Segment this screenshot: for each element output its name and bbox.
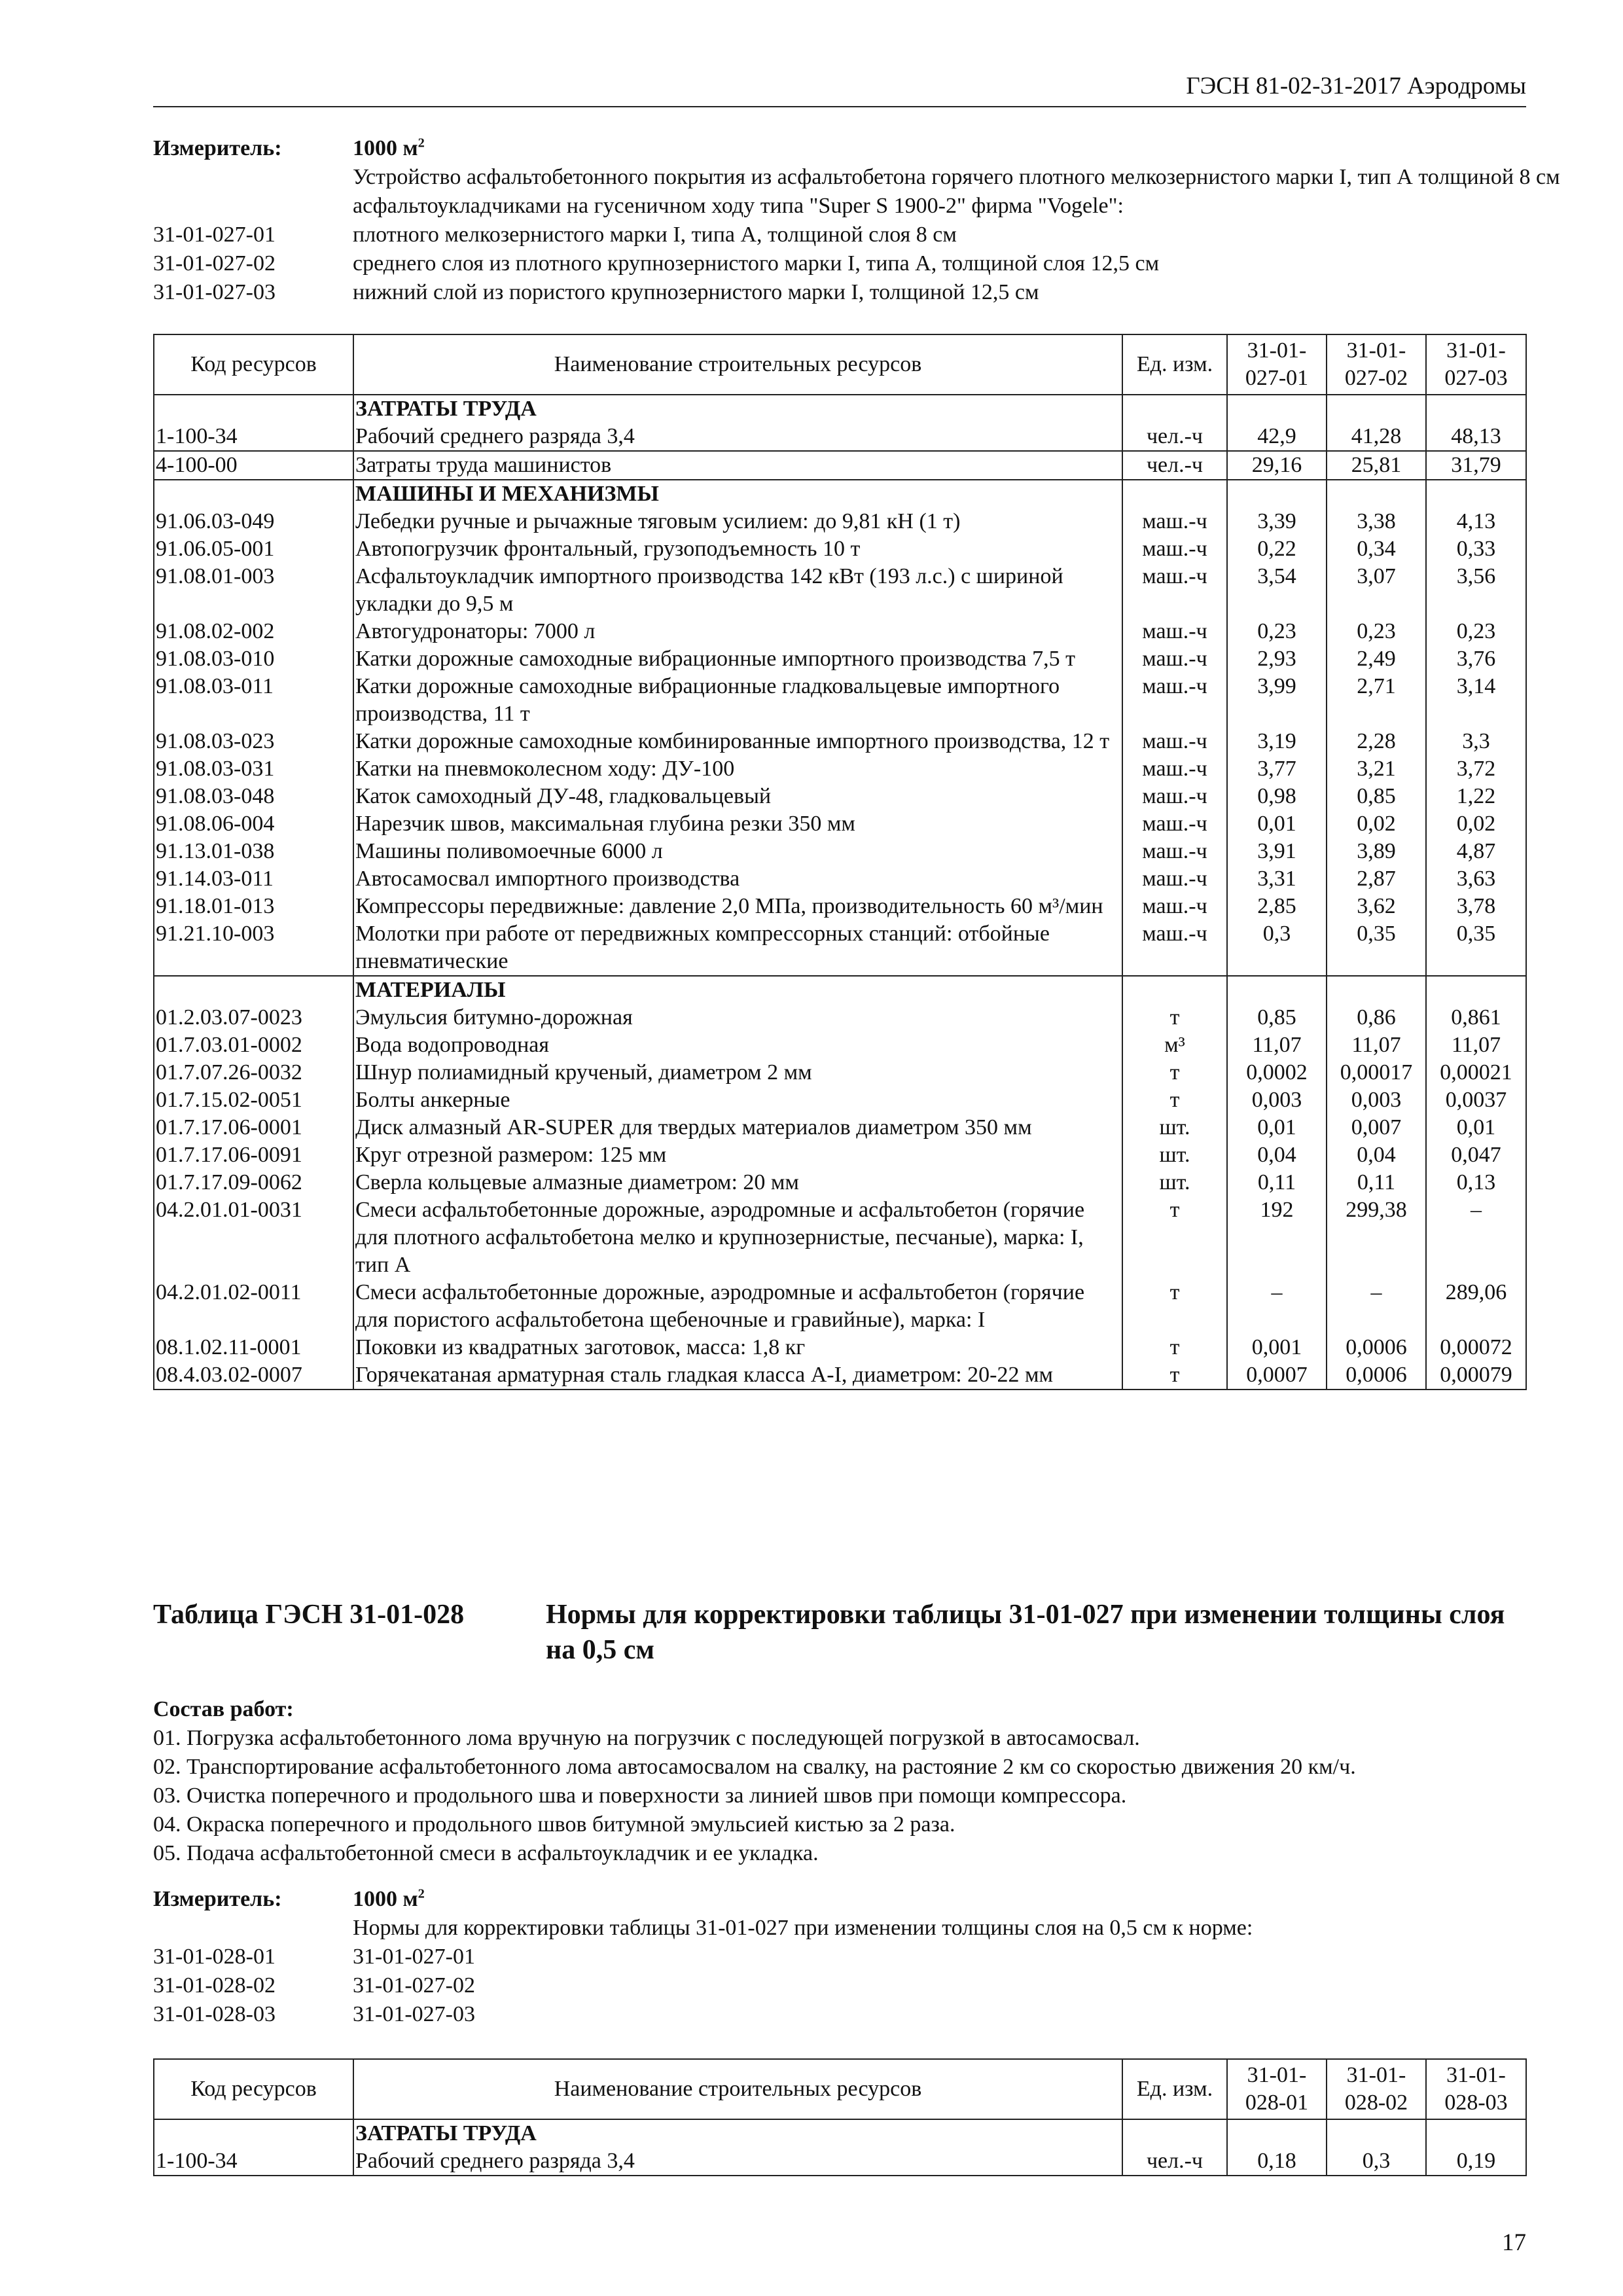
value-cell: 0,23 xyxy=(1227,618,1327,645)
resource-name: Катки на пневмоколесном ходу: ДУ-100 xyxy=(353,755,1122,783)
unit-cell: маш.-ч xyxy=(1122,673,1227,728)
table-body xyxy=(154,2119,1526,2176)
work-step: 05. Подача асфальтобетонной смеси в асфальтоукладчик и ее укладка. xyxy=(153,1841,819,1865)
resource-name: Рабочий среднего разряда 3,4 xyxy=(353,423,1122,451)
unit-cell: чел.-ч xyxy=(1122,423,1227,451)
norm-code: 31-01-028-03 xyxy=(153,2002,276,2026)
resource-name: Автопогрузчик фронтальный, грузоподъемность 10 т xyxy=(353,535,1122,563)
table-header-row xyxy=(154,334,1526,395)
norm-code: 31-01-027-02 xyxy=(153,251,276,276)
work-step: 02. Транспортирование асфальтобетонного лома автосамосвалом на свалку, на растояние 2 км со скоростью движения 20 км/ч. xyxy=(153,1755,1356,1779)
unit-cell: м³ xyxy=(1122,1031,1227,1059)
value-cell: 0,35 xyxy=(1426,920,1526,976)
unit-cell: маш.-ч xyxy=(1122,865,1227,893)
work-step: 04. Окраска поперечного и продольного швов битумной эмульсией кистью за 2 раза. xyxy=(153,1812,955,1837)
column-header: Код ресурсов xyxy=(154,2059,353,2119)
resource-name: Катки дорожные самоходные вибрационные импортного производства 7,5 т xyxy=(353,645,1122,673)
table-row xyxy=(154,810,1526,838)
value-cell: 0,11 xyxy=(1227,1169,1327,1196)
value-cell: – xyxy=(1227,1279,1327,1334)
resource-code: 91.08.06-004 xyxy=(154,810,353,838)
column-header: 31-01-028-01 xyxy=(1227,2059,1327,2119)
unit-cell: маш.-ч xyxy=(1122,645,1227,673)
table-row xyxy=(154,1086,1526,1114)
value-cell: 0,01 xyxy=(1227,1114,1327,1141)
value-cell: 3,56 xyxy=(1426,563,1526,618)
resource-name: Катки дорожные самоходные вибрационные гладковальцевые импортного производства, 11 т xyxy=(353,673,1122,728)
section-header-row xyxy=(154,480,1526,508)
value-cell: 3,99 xyxy=(1227,673,1327,728)
norm-code: 31-01-028-02 xyxy=(153,1973,276,1998)
resource-name: Смеси асфальтобетонные дорожные, аэродромные и асфальтобетон (горячие для пористого асфальтобетона щебеночные и гравийные), марка: I xyxy=(353,1279,1122,1334)
measure-unit: 1000 $м^2$ xyxy=(353,135,425,160)
section-title: МАШИНЫ И МЕХАНИЗМЫ xyxy=(353,480,1122,508)
resource-code: 04.2.01.01-0031 xyxy=(154,1196,353,1279)
norm-code: 31-01-027-03 xyxy=(153,280,276,304)
value-cell: 2,87 xyxy=(1327,865,1426,893)
empty-cell xyxy=(1227,976,1327,1004)
value-cell: 192 xyxy=(1227,1196,1327,1279)
section-header-row xyxy=(154,395,1526,423)
value-cell: 0,003 xyxy=(1327,1086,1426,1114)
resource-code: 01.7.15.02-0051 xyxy=(154,1086,353,1114)
value-cell: 3,38 xyxy=(1327,508,1426,535)
table-row xyxy=(154,920,1526,976)
table-row xyxy=(154,1279,1526,1334)
empty-cell xyxy=(154,2119,353,2147)
value-cell: 41,28 xyxy=(1327,423,1426,451)
norm-code: 31-01-028-01 xyxy=(153,1945,276,1969)
norm-text: нижний слой из пористого крупнозернистого марки I, толщиной 12,5 см xyxy=(353,280,1039,304)
empty-cell xyxy=(154,480,353,508)
value-cell: 0,04 xyxy=(1327,1141,1426,1169)
resource-code: 01.7.07.26-0032 xyxy=(154,1059,353,1086)
column-header: Код ресурсов xyxy=(154,334,353,395)
resource-code: 01.7.17.06-0001 xyxy=(154,1114,353,1141)
resource-name: Болты анкерные xyxy=(353,1086,1122,1114)
value-cell: 3,54 xyxy=(1227,563,1327,618)
empty-cell xyxy=(154,976,353,1004)
empty-cell xyxy=(1327,480,1426,508)
resource-name: Смеси асфальтобетонные дорожные, аэродромные и асфальтобетон (горячие для плотного асфальтобетона мелко и крупнозернистые, песчаные), марка: I, тип А xyxy=(353,1196,1122,1279)
resource-name: Нарезчик швов, максимальная глубина резки 350 мм xyxy=(353,810,1122,838)
value-cell: 0,3 xyxy=(1227,920,1327,976)
table-row xyxy=(154,1004,1526,1031)
table-row xyxy=(154,1334,1526,1361)
norm-text: 31-01-027-01 xyxy=(353,1945,475,1969)
resource-code: 91.13.01-038 xyxy=(154,838,353,865)
value-cell: 3,63 xyxy=(1426,865,1526,893)
resource-code: 91.08.01-003 xyxy=(154,563,353,618)
resource-code: 4-100-00 xyxy=(154,451,353,480)
unit-cell: т xyxy=(1122,1004,1227,1031)
resource-code: 01.7.17.09-0062 xyxy=(154,1169,353,1196)
value-cell: 0,00079 xyxy=(1426,1361,1526,1390)
work-step: 01. Погрузка асфальтобетонного лома вручную на погрузчик с последующей погрузкой в автосамосвал. xyxy=(153,1726,1140,1750)
resource-code: 91.08.03-011 xyxy=(154,673,353,728)
value-cell: 0,35 xyxy=(1327,920,1426,976)
value-cell: 0,00072 xyxy=(1426,1334,1526,1361)
empty-cell xyxy=(1426,480,1526,508)
resource-name: Компрессоры передвижные: давление 2,0 МПа, производительность 60 м³/мин xyxy=(353,893,1122,920)
resource-name: Каток самоходный ДУ-48, гладковальцевый xyxy=(353,783,1122,810)
value-cell: 3,89 xyxy=(1327,838,1426,865)
section-title: ЗАТРАТЫ ТРУДА xyxy=(353,2119,1122,2147)
value-cell: 31,79 xyxy=(1426,451,1526,480)
resource-code: 91.21.10-003 xyxy=(154,920,353,976)
resource-code: 91.06.05-001 xyxy=(154,535,353,563)
value-cell: 2,93 xyxy=(1227,645,1327,673)
norm-code: 31-01-027-01 xyxy=(153,223,276,247)
table-row xyxy=(154,1059,1526,1086)
value-cell: 3,07 xyxy=(1327,563,1426,618)
table-row xyxy=(154,1141,1526,1169)
table-row xyxy=(154,423,1526,451)
table-row xyxy=(154,2147,1526,2176)
header-rule xyxy=(153,106,1526,107)
column-header: Ед. изм. xyxy=(1122,2059,1227,2119)
value-cell: 0,047 xyxy=(1426,1141,1526,1169)
value-cell: 0,00021 xyxy=(1426,1059,1526,1086)
table-row xyxy=(154,563,1526,618)
value-cell: 4,87 xyxy=(1426,838,1526,865)
unit-cell: маш.-ч xyxy=(1122,728,1227,755)
work-step: 03. Очистка поперечного и продольного шва и поверхности за линией швов при помощи компрессора. xyxy=(153,1784,1127,1808)
resource-name: Круг отрезной размером: 125 мм xyxy=(353,1141,1122,1169)
empty-cell xyxy=(1426,395,1526,423)
value-cell: 48,13 xyxy=(1426,423,1526,451)
resource-name: Вода водопроводная xyxy=(353,1031,1122,1059)
unit-cell: маш.-ч xyxy=(1122,755,1227,783)
value-cell: 3,78 xyxy=(1426,893,1526,920)
empty-cell xyxy=(1227,480,1327,508)
value-cell: 2,85 xyxy=(1227,893,1327,920)
value-cell: 2,71 xyxy=(1327,673,1426,728)
resource-code: 1-100-34 xyxy=(154,423,353,451)
table-row xyxy=(154,508,1526,535)
table-name: Нормы для корректировки таблицы 31-01-027 при изменении толщины слоя на 0,5 см xyxy=(546,1600,1505,1665)
table-row xyxy=(154,1031,1526,1059)
value-cell: 299,38 xyxy=(1327,1196,1426,1279)
unit-cell: маш.-ч xyxy=(1122,783,1227,810)
resources-table-1 xyxy=(153,334,1527,1390)
empty-cell xyxy=(1227,395,1327,423)
value-cell: 3,19 xyxy=(1227,728,1327,755)
measure-label: Измеритель: xyxy=(153,1887,282,1911)
value-cell: 0,0006 xyxy=(1327,1361,1426,1390)
resource-name: Поковки из квадратных заготовок, масса: 1,8 кг xyxy=(353,1334,1122,1361)
resource-name: Диск алмазный AR-SUPER для твердых материалов диаметром 350 мм xyxy=(353,1114,1122,1141)
section-header-row xyxy=(154,976,1526,1004)
resource-code: 91.08.03-023 xyxy=(154,728,353,755)
resource-code: 91.08.02-002 xyxy=(154,618,353,645)
resource-name: Затраты труда машинистов xyxy=(353,451,1122,480)
value-cell: 0,86 xyxy=(1327,1004,1426,1031)
unit-cell: шт. xyxy=(1122,1114,1227,1141)
measure-description: Нормы для корректировки таблицы 31-01-027 при изменении толщины слоя на 0,5 см к норме: xyxy=(353,1916,1253,1940)
table-row xyxy=(154,865,1526,893)
unit-cell: маш.-ч xyxy=(1122,920,1227,976)
value-cell: 0,007 xyxy=(1327,1114,1426,1141)
resource-code: 91.06.03-049 xyxy=(154,508,353,535)
unit-cell: т xyxy=(1122,1334,1227,1361)
value-cell: 3,21 xyxy=(1327,755,1426,783)
work-composition-heading: Состав работ: xyxy=(153,1697,294,1721)
unit-cell: шт. xyxy=(1122,1169,1227,1196)
value-cell: 0,01 xyxy=(1227,810,1327,838)
unit-cell: т xyxy=(1122,1086,1227,1114)
column-header: Наименование строительных ресурсов xyxy=(353,334,1122,395)
column-header: 31-01-027-03 xyxy=(1426,334,1526,395)
table-row xyxy=(154,1169,1526,1196)
value-cell: 3,91 xyxy=(1227,838,1327,865)
column-header: 31-01-027-01 xyxy=(1227,334,1327,395)
value-cell: 0,23 xyxy=(1426,618,1526,645)
measure-description: Устройство асфальтобетонного покрытия из асфальтобетона горячего плотного мелкозернистого марки I, тип А толщиной 8 см асфальтоукладчиками на гусеничном ходу типа "Super S 1900-2" фирма "Vogele": xyxy=(353,165,1560,218)
unit-cell: маш.-ч xyxy=(1122,535,1227,563)
resource-name: Горячекатаная арматурная сталь гладкая класса А-I, диаметром: 20-22 мм xyxy=(353,1361,1122,1390)
value-cell: 0,18 xyxy=(1227,2147,1327,2176)
resource-code: 01.7.03.01-0002 xyxy=(154,1031,353,1059)
value-cell: 11,07 xyxy=(1426,1031,1526,1059)
empty-cell xyxy=(1327,395,1426,423)
page-number: 17 xyxy=(1502,2229,1526,2256)
value-cell: 0,85 xyxy=(1227,1004,1327,1031)
value-cell: 0,02 xyxy=(1327,810,1426,838)
table-row xyxy=(154,755,1526,783)
table-body xyxy=(154,395,1526,1390)
value-cell: 0,13 xyxy=(1426,1169,1526,1196)
column-header: Ед. изм. xyxy=(1122,334,1227,395)
norm-text: 31-01-027-02 xyxy=(353,1973,475,1998)
resource-name: Эмульсия битумно-дорожная xyxy=(353,1004,1122,1031)
unit-cell: т xyxy=(1122,1279,1227,1334)
value-cell: 29,16 xyxy=(1227,451,1327,480)
measure-unit: 1000 $м^2$ xyxy=(353,1886,425,1911)
column-header: 31-01-027-02 xyxy=(1327,334,1426,395)
value-cell: 3,39 xyxy=(1227,508,1327,535)
value-cell: 0,23 xyxy=(1327,618,1426,645)
value-cell: 0,33 xyxy=(1426,535,1526,563)
resource-name: Катки дорожные самоходные комбинированные импортного производства, 12 т xyxy=(353,728,1122,755)
unit-cell: маш.-ч xyxy=(1122,618,1227,645)
table-row xyxy=(154,618,1526,645)
unit-cell: маш.-ч xyxy=(1122,563,1227,618)
unit-cell: шт. xyxy=(1122,1141,1227,1169)
work-composition xyxy=(153,1695,1527,1868)
value-cell: 0,19 xyxy=(1426,2147,1526,2176)
column-header: Наименование строительных ресурсов xyxy=(353,2059,1122,2119)
norm-text: плотного мелкозернистого марки I, типа А, толщиной слоя 8 см xyxy=(353,223,957,247)
empty-cell xyxy=(1426,976,1526,1004)
table-row xyxy=(154,893,1526,920)
value-cell: 0,00017 xyxy=(1327,1059,1426,1086)
unit-cell: маш.-ч xyxy=(1122,508,1227,535)
table-row xyxy=(154,1361,1526,1390)
norm-text: среднего слоя из плотного крупнозернистого марки I, типа А, толщиной слоя 12,5 см xyxy=(353,251,1160,276)
value-cell: 3,72 xyxy=(1426,755,1526,783)
resource-code: 91.08.03-048 xyxy=(154,783,353,810)
value-cell: 25,81 xyxy=(1327,451,1426,480)
table-row xyxy=(154,1196,1526,1279)
value-cell: 0,04 xyxy=(1227,1141,1327,1169)
value-cell: 0,34 xyxy=(1327,535,1426,563)
column-header: 31-01-028-02 xyxy=(1327,2059,1426,2119)
value-cell: 0,0002 xyxy=(1227,1059,1327,1086)
table-row xyxy=(154,535,1526,563)
value-cell: 3,14 xyxy=(1426,673,1526,728)
resource-code: 08.4.03.02-0007 xyxy=(154,1361,353,1390)
value-cell: 0,001 xyxy=(1227,1334,1327,1361)
resource-code: 91.08.03-031 xyxy=(154,755,353,783)
table-header-row xyxy=(154,2059,1526,2119)
value-cell: 289,06 xyxy=(1426,1279,1526,1334)
value-cell: 0,861 xyxy=(1426,1004,1526,1031)
value-cell: 11,07 xyxy=(1327,1031,1426,1059)
resource-code: 01.7.17.06-0091 xyxy=(154,1141,353,1169)
resource-code: 91.14.03-011 xyxy=(154,865,353,893)
measure-label: Измеритель: xyxy=(153,136,282,160)
value-cell: 0,22 xyxy=(1227,535,1327,563)
value-cell: 42,9 xyxy=(1227,423,1327,451)
unit-cell: маш.-ч xyxy=(1122,893,1227,920)
empty-cell xyxy=(1327,2119,1426,2147)
value-cell: 0,0007 xyxy=(1227,1361,1327,1390)
value-cell: 3,77 xyxy=(1227,755,1327,783)
empty-cell xyxy=(1122,480,1227,508)
table-row xyxy=(154,728,1526,755)
resource-name: Лебедки ручные и рычажные тяговым усилием: до 9,81 кН (1 т) xyxy=(353,508,1122,535)
value-cell: 0,85 xyxy=(1327,783,1426,810)
empty-cell xyxy=(1122,395,1227,423)
value-cell: 2,49 xyxy=(1327,645,1426,673)
value-cell: 0,11 xyxy=(1327,1169,1426,1196)
value-cell: 1,22 xyxy=(1426,783,1526,810)
value-cell: – xyxy=(1426,1196,1526,1279)
unit-cell: т xyxy=(1122,1196,1227,1279)
norm-text: 31-01-027-03 xyxy=(353,2002,475,2026)
resource-code: 91.08.03-010 xyxy=(154,645,353,673)
table-row xyxy=(154,1114,1526,1141)
value-cell: 3,76 xyxy=(1426,645,1526,673)
resource-name: Машины поливомоечные 6000 л xyxy=(353,838,1122,865)
unit-cell: т xyxy=(1122,1059,1227,1086)
value-cell: 0,3 xyxy=(1327,2147,1426,2176)
unit-cell: т xyxy=(1122,1361,1227,1390)
resource-code: 01.2.03.07-0023 xyxy=(154,1004,353,1031)
empty-cell xyxy=(1227,2119,1327,2147)
resource-name: Рабочий среднего разряда 3,4 xyxy=(353,2147,1122,2176)
value-cell: 3,62 xyxy=(1327,893,1426,920)
resource-code: 1-100-34 xyxy=(154,2147,353,2176)
resource-name: Асфальтоукладчик импортного производства 142 кВт (193 л.с.) с шириной укладки до 9,5 м xyxy=(353,563,1122,618)
measure-block-1 xyxy=(153,134,1560,308)
empty-cell xyxy=(1122,976,1227,1004)
resource-code: 91.18.01-013 xyxy=(154,893,353,920)
value-cell: 0,01 xyxy=(1426,1114,1526,1141)
section-title: ЗАТРАТЫ ТРУДА xyxy=(353,395,1122,423)
value-cell: – xyxy=(1327,1279,1426,1334)
value-cell: 0,98 xyxy=(1227,783,1327,810)
resources-table-2 xyxy=(153,2058,1527,2176)
table-row xyxy=(154,783,1526,810)
empty-cell xyxy=(1327,976,1426,1004)
value-cell: 4,13 xyxy=(1426,508,1526,535)
unit-cell: маш.-ч xyxy=(1122,810,1227,838)
value-cell: 3,3 xyxy=(1426,728,1526,755)
unit-cell: маш.-ч xyxy=(1122,838,1227,865)
unit-cell: чел.-ч xyxy=(1122,451,1227,480)
column-header: 31-01-028-03 xyxy=(1426,2059,1526,2119)
value-cell: 0,003 xyxy=(1227,1086,1327,1114)
resource-name: Шнур полиамидный крученый, диаметром 2 мм xyxy=(353,1059,1122,1086)
resource-name: Автосамосвал импортного производства xyxy=(353,865,1122,893)
resource-name: Молотки при работе от передвижных компрессорных станций: отбойные пневматические xyxy=(353,920,1122,976)
value-cell: 0,0037 xyxy=(1426,1086,1526,1114)
section-header-row xyxy=(154,2119,1526,2147)
table-row xyxy=(154,673,1526,728)
value-cell: 2,28 xyxy=(1327,728,1426,755)
table-row xyxy=(154,645,1526,673)
value-cell: 3,31 xyxy=(1227,865,1327,893)
measure-block-2 xyxy=(153,1885,1527,2029)
resource-name: Автогудронаторы: 7000 л xyxy=(353,618,1122,645)
table-row xyxy=(154,838,1526,865)
resource-name: Сверла кольцевые алмазные диаметром: 20 мм xyxy=(353,1169,1122,1196)
table-number: Таблица ГЭСН 31-01-028 xyxy=(153,1600,465,1630)
empty-cell xyxy=(1122,2119,1227,2147)
running-header: ГЭСН 81-02-31-2017 Аэродромы xyxy=(1186,73,1526,99)
unit-cell: чел.-ч xyxy=(1122,2147,1227,2176)
value-cell: 0,02 xyxy=(1426,810,1526,838)
table-row xyxy=(154,451,1526,480)
section-title: МАТЕРИАЛЫ xyxy=(353,976,1122,1004)
empty-cell xyxy=(154,395,353,423)
resource-code: 08.1.02.11-0001 xyxy=(154,1334,353,1361)
value-cell: 11,07 xyxy=(1227,1031,1327,1059)
resource-code: 04.2.01.02-0011 xyxy=(154,1279,353,1334)
value-cell: 0,0006 xyxy=(1327,1334,1426,1361)
empty-cell xyxy=(1426,2119,1526,2147)
